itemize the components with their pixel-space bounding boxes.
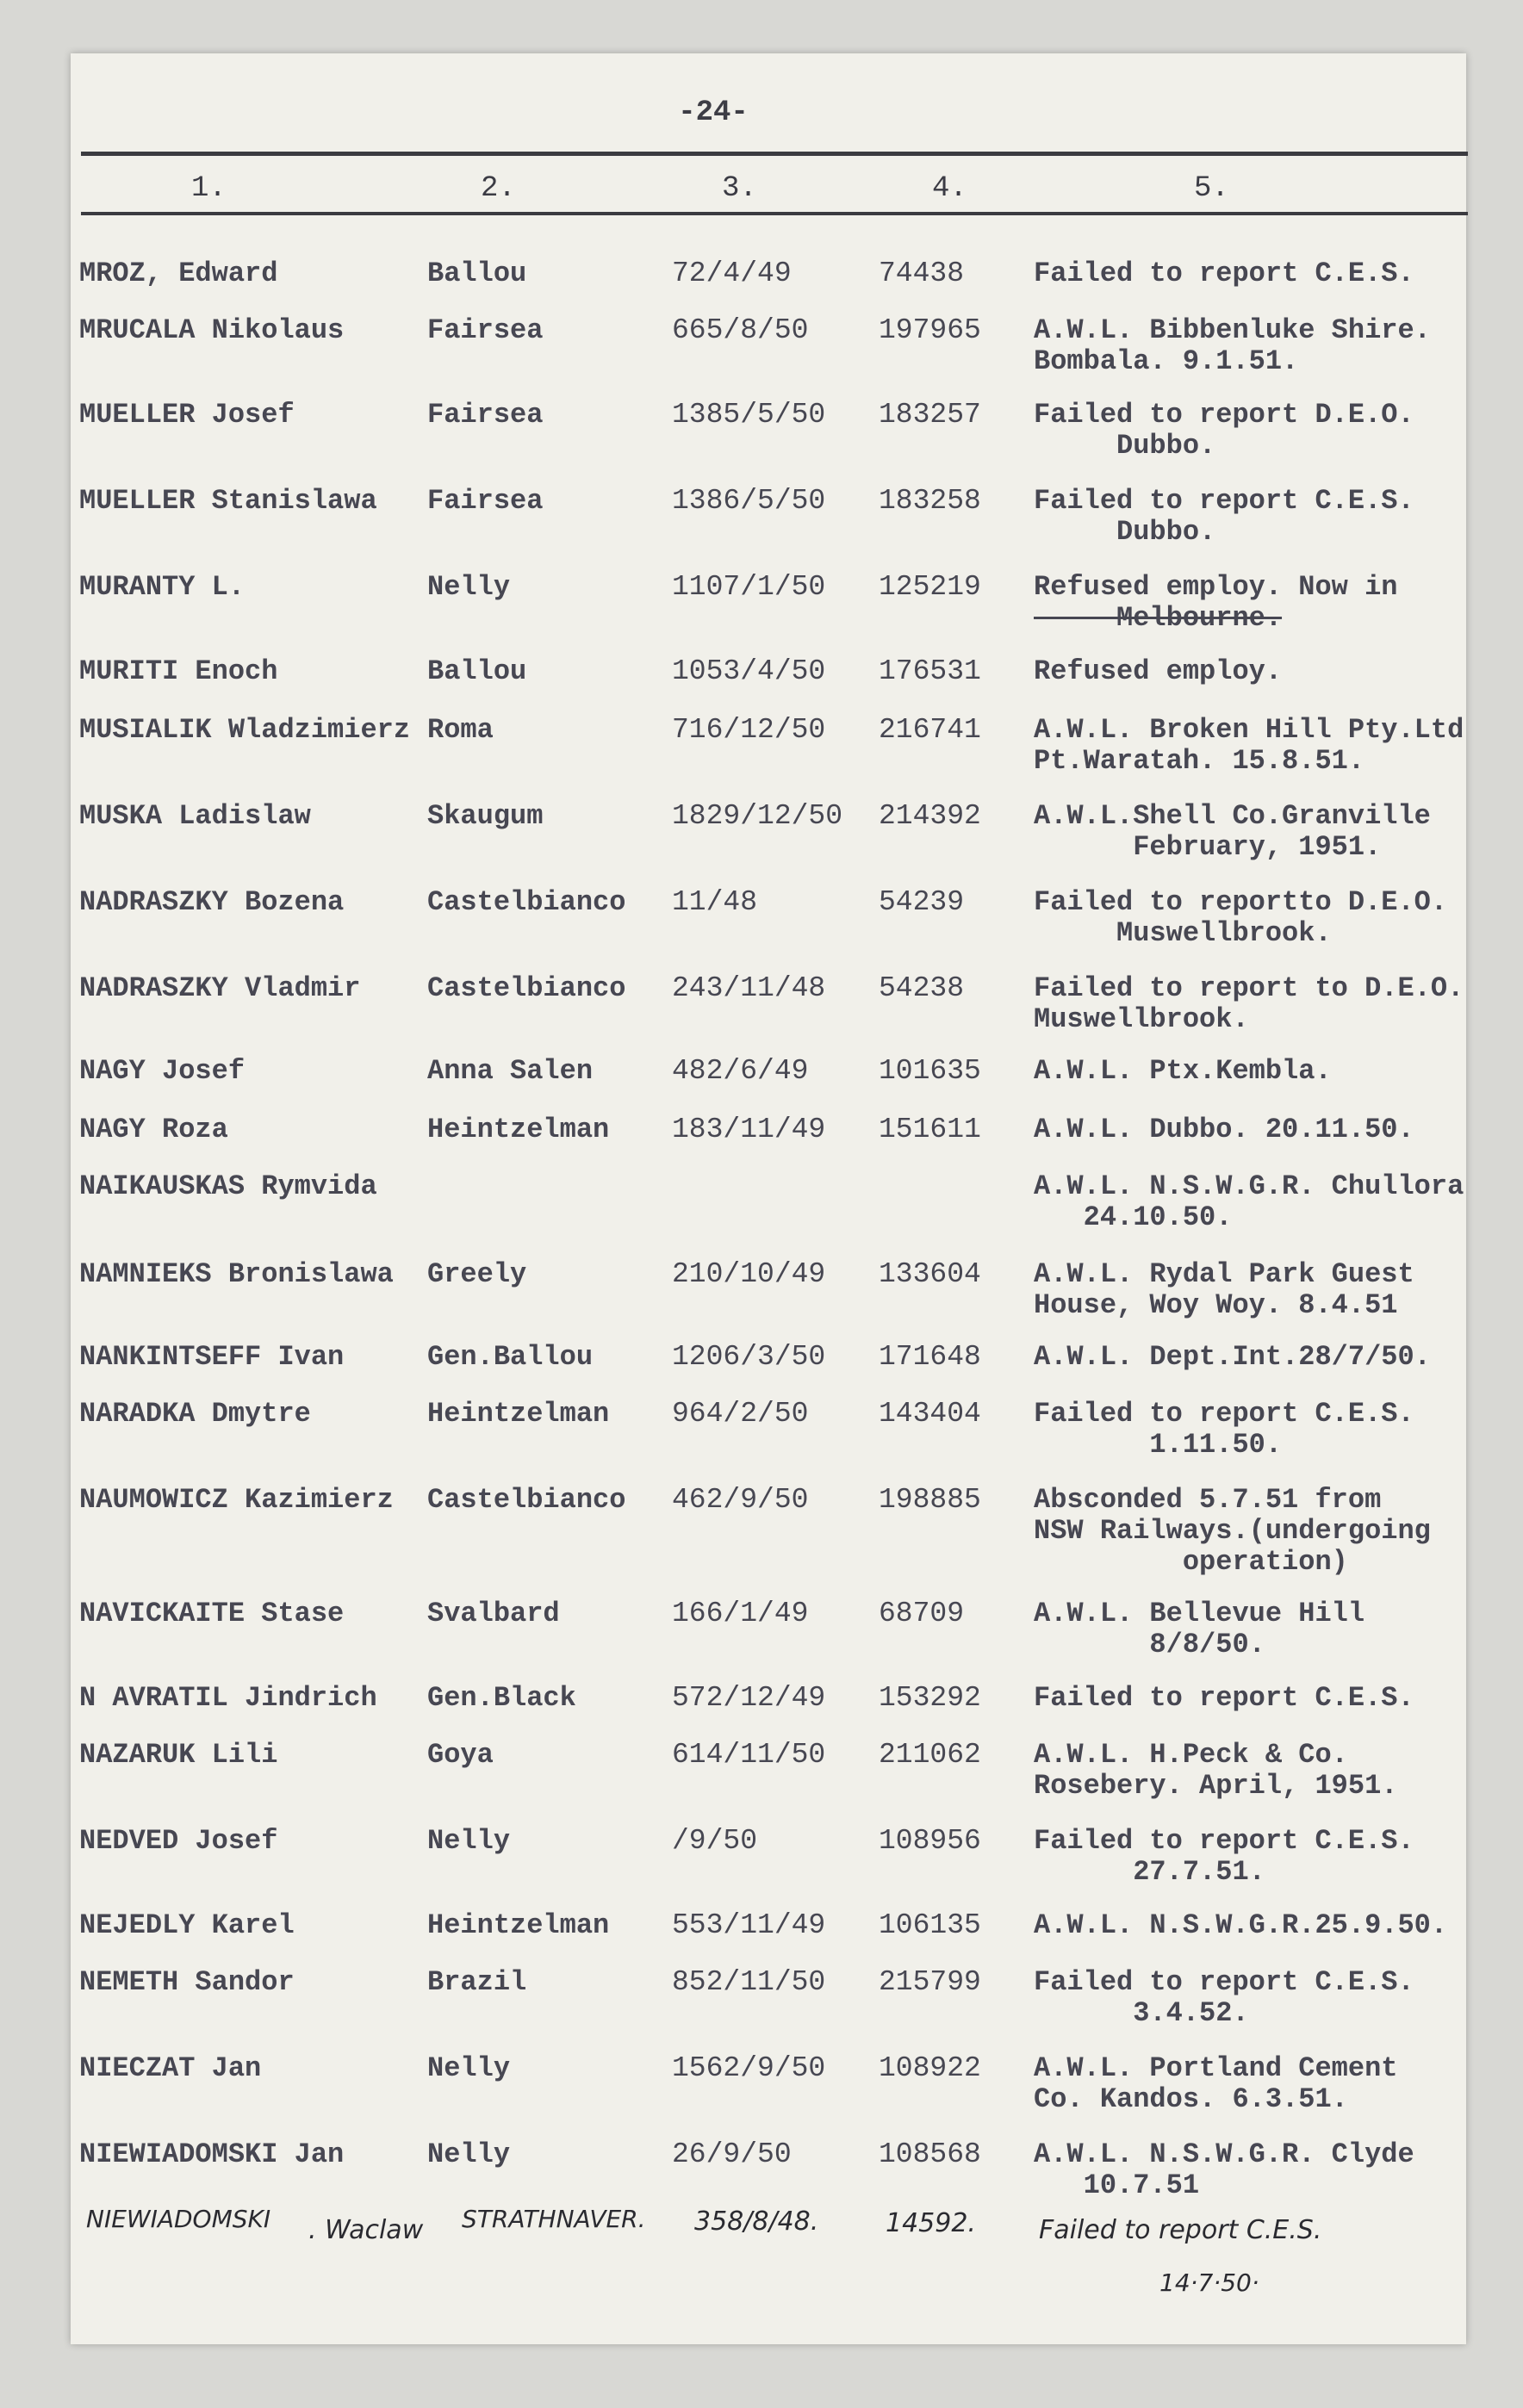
remarks-line: 8/8/50. [1034,1629,1265,1660]
header-rule-bottom [81,212,1468,215]
column-header-1: 1. [191,172,227,205]
reference-number: 1562/9/50 [672,2052,826,2084]
person-name: NAUMOWICZ Kazimierz [79,1484,394,1516]
reference-number: 1385/5/50 [672,399,826,431]
remarks-line: operation) [1034,1546,1348,1578]
ship-name: Roma [427,714,494,746]
reference-number: 1386/5/50 [672,485,826,517]
reference-number: /9/50 [672,1825,758,1857]
person-name: NAIKAUSKAS Rymvida [79,1170,377,1202]
remarks-line: A.W.L. N.S.W.G.R. Clyde [1034,2138,1414,2170]
ship-name: Nelly [427,1825,511,1857]
registration-number: 197965 [879,314,981,346]
ship-name: Brazil [427,1966,527,1998]
person-name: MUSIALIK Wladzimierz [79,714,411,746]
person-name: MUELLER Josef [79,399,295,431]
reference-number: 243/11/48 [672,972,826,1004]
reference-number: 852/11/50 [672,1966,826,1998]
remarks-line: Refused employ. [1034,655,1283,687]
reference-number: 1107/1/50 [672,571,826,603]
person-name: MUELLER Stanislawa [79,485,377,517]
remarks-line: Failed to report C.E.S. [1034,1966,1414,1998]
ship-name: Castelbianco [427,886,626,918]
ship-name: Nelly [427,2052,511,2084]
ship-name: Gen.Black [427,1682,576,1714]
person-name: NEJEDLY Karel [79,1909,295,1941]
reference-number: 572/12/49 [672,1682,826,1714]
ship-name: Greely [427,1258,527,1290]
reference-number: 716/12/50 [672,714,826,746]
remarks-line: Failed to report to D.E.O. [1034,972,1464,1004]
remarks-line: Absconded 5.7.51 from [1034,1484,1382,1516]
remarks-line: Dubbo. [1034,430,1216,462]
reference-number: 1053/4/50 [672,655,826,687]
registration-number: 216741 [879,714,981,746]
remarks-line: Bombala. 9.1.51. [1034,345,1299,377]
handwritten-given-name: . Waclaw [308,2215,424,2245]
person-name: MURITI Enoch [79,655,278,687]
remarks-line: Failed to reportto D.E.O. [1034,886,1448,918]
person-name: NANKINTSEFF Ivan [79,1341,345,1373]
header-rule-top [81,152,1468,156]
person-name: NADRASZKY Bozena [79,886,345,918]
ship-name: Castelbianco [427,972,626,1004]
column-header-2: 2. [481,172,516,205]
person-name: NEDVED Josef [79,1825,278,1857]
remarks-line: A.W.L. H.Peck & Co. [1034,1739,1348,1771]
remarks-line: NSW Railways.(undergoing [1034,1515,1431,1547]
person-name: NARADKA Dmytre [79,1398,311,1430]
ship-name: Heintzelman [427,1398,610,1430]
ship-name: Heintzelman [427,1114,610,1145]
remarks-line: Melbourne. [1034,602,1283,634]
registration-number: 183257 [879,399,981,431]
registration-number: 198885 [879,1484,981,1516]
ship-name: Nelly [427,2138,511,2170]
ship-name: Nelly [427,571,511,603]
person-name: NIECZAT Jan [79,2052,262,2084]
remarks-line: Rosebery. April, 1951. [1034,1770,1398,1802]
handwritten-number: 14592. [886,2208,976,2238]
reference-number: 614/11/50 [672,1739,826,1771]
reference-number: 553/11/49 [672,1909,826,1941]
ship-name: Skaugum [427,800,544,832]
column-header-5: 5. [1194,172,1229,205]
ship-name: Fairsea [427,399,544,431]
registration-number: 183258 [879,485,981,517]
registration-number: 176531 [879,655,981,687]
registration-number: 171648 [879,1341,981,1373]
handwritten-remarks-date: 14·7·50· [1159,2268,1259,2297]
reference-number: 1829/12/50 [672,800,843,832]
registration-number: 211062 [879,1739,981,1771]
remarks-line: A.W.L. N.S.W.G.R.25.9.50. [1034,1909,1448,1941]
remarks-line: 24.10.50. [1034,1201,1233,1233]
remarks-line: Failed to report C.E.S. [1034,1398,1414,1430]
remarks-line: Failed to report C.E.S. [1034,258,1414,289]
remarks-line: A.W.L. Rydal Park Guest [1034,1258,1414,1290]
ship-name: Ballou [427,258,527,289]
remarks-line: Failed to report C.E.S. [1034,485,1414,517]
remarks-line: February, 1951. [1034,831,1382,863]
ship-name: Gen.Ballou [427,1341,594,1373]
ship-name: Heintzelman [427,1909,610,1941]
reference-number: 11/48 [672,886,758,918]
registration-number: 54238 [879,972,965,1004]
person-name: MROZ, Edward [79,258,278,289]
person-name: NEMETH Sandor [79,1966,295,1998]
remarks-line: 27.7.51. [1034,1856,1265,1888]
reference-number: 482/6/49 [672,1055,809,1087]
reference-number: 26/9/50 [672,2138,792,2170]
person-name: NAGY Josef [79,1055,246,1087]
registration-number: 68709 [879,1598,965,1629]
remarks-line: Muswellbrook. [1034,1003,1249,1035]
remarks-line: Refused employ. Now in [1034,571,1398,603]
handwritten-name: NIEWIADOMSKI [86,2205,271,2233]
registration-number: 101635 [879,1055,981,1087]
reference-number: 210/10/49 [672,1258,826,1290]
person-name: NAZARUK Lili [79,1739,278,1771]
handwritten-ship: STRATHNAVER. [462,2205,646,2233]
remarks-line: A.W.L. Portland Cement [1034,2052,1398,2084]
registration-number: 125219 [879,571,981,603]
person-name: MURANTY L. [79,571,246,603]
handwritten-ref: 358/8/48. [694,2206,819,2237]
remarks-line: A.W.L.Shell Co.Granville [1034,800,1431,832]
remarks-line: A.W.L. Dubbo. 20.11.50. [1034,1114,1414,1145]
column-header-4: 4. [932,172,967,205]
remarks-line: A.W.L. Dept.Int.28/7/50. [1034,1341,1431,1373]
ship-name: Fairsea [427,485,544,517]
person-name: MRUCALA Nikolaus [79,314,345,346]
ship-name: Fairsea [427,314,544,346]
remarks-line: A.W.L. N.S.W.G.R. Chullora [1034,1170,1464,1202]
remarks-line: 3.4.52. [1034,1997,1249,2029]
remarks-line: Co. Kandos. 6.3.51. [1034,2083,1348,2115]
reference-number: 964/2/50 [672,1398,809,1430]
remarks-line: Muswellbrook. [1034,917,1332,949]
remarks-line: Failed to report C.E.S. [1034,1682,1414,1714]
registration-number: 108568 [879,2138,981,2170]
person-name: NIEWIADOMSKI Jan [79,2138,345,2170]
person-name: NAVICKAITE Stase [79,1598,345,1629]
remarks-line: Dubbo. [1034,516,1216,548]
reference-number: 462/9/50 [672,1484,809,1516]
registration-number: 143404 [879,1398,981,1430]
registration-number: 153292 [879,1682,981,1714]
remarks-line: A.W.L. Bibbenluke Shire. [1034,314,1431,346]
reference-number: 72/4/49 [672,258,792,289]
ship-name: Anna Salen [427,1055,594,1087]
ship-name: Ballou [427,655,527,687]
person-name: N AVRATIL Jindrich [79,1682,377,1714]
person-name: NAGY Roza [79,1114,228,1145]
registration-number: 74438 [879,258,965,289]
reference-number: 1206/3/50 [672,1341,826,1373]
remarks-line: A.W.L. Ptx.Kembla. [1034,1055,1332,1087]
person-name: NAMNIEKS Bronislawa [79,1258,394,1290]
remarks-line: 1.11.50. [1034,1429,1283,1461]
reference-number: 665/8/50 [672,314,809,346]
ship-name: Castelbianco [427,1484,626,1516]
registration-number: 106135 [879,1909,981,1941]
remarks-line: A.W.L. Broken Hill Pty.Ltd [1034,714,1464,746]
registration-number: 54239 [879,886,965,918]
registration-number: 215799 [879,1966,981,1998]
remarks-line: 10.7.51 [1034,2169,1200,2201]
registration-number: 151611 [879,1114,981,1145]
registration-number: 108956 [879,1825,981,1857]
registration-number: 108922 [879,2052,981,2084]
registration-number: 214392 [879,800,981,832]
remarks-line: House, Woy Woy. 8.4.51 [1034,1289,1398,1321]
column-header-3: 3. [722,172,757,205]
registration-number: 133604 [879,1258,981,1290]
remarks-line: Failed to report C.E.S. [1034,1825,1414,1857]
remarks-line: Failed to report D.E.O. [1034,399,1414,431]
ship-name: Svalbard [427,1598,560,1629]
remarks-line: A.W.L. Bellevue Hill [1034,1598,1365,1629]
person-name: MUSKA Ladislaw [79,800,311,832]
remarks-line: Pt.Waratah. 15.8.51. [1034,745,1365,777]
ship-name: Goya [427,1739,494,1771]
page-number: -24- [678,96,749,129]
reference-number: 183/11/49 [672,1114,826,1145]
reference-number: 166/1/49 [672,1598,809,1629]
handwritten-remarks-line: Failed to report C.E.S. [1039,2215,1322,2245]
person-name: NADRASZKY Vladmir [79,972,361,1004]
